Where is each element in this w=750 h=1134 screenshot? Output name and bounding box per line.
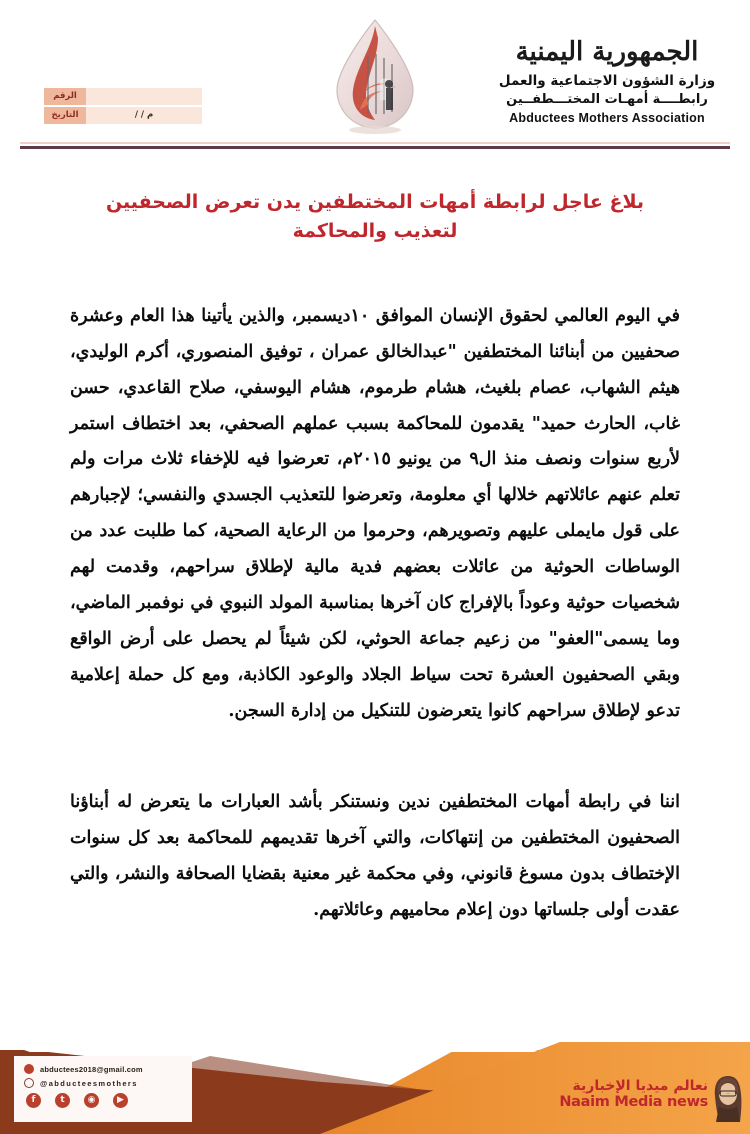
email-text[interactable]: abductees2018@gmail.com bbox=[40, 1064, 143, 1074]
news-logo-arabic: نعالم ميديا الإخبارية bbox=[572, 1078, 708, 1094]
reference-table bbox=[44, 86, 202, 126]
country-name: الجمهورية اليمنية bbox=[515, 37, 699, 67]
letterhead-header bbox=[0, 0, 750, 150]
news-channel-watermark bbox=[559, 1072, 748, 1128]
at-sign-icon bbox=[24, 1078, 34, 1088]
news-logo-text bbox=[559, 1078, 708, 1111]
organization-identity bbox=[482, 36, 732, 125]
twitter-icon[interactable]: t bbox=[55, 1093, 70, 1108]
handle-row bbox=[24, 1078, 182, 1088]
youtube-icon[interactable]: ▶ bbox=[113, 1093, 128, 1108]
reference-number-value bbox=[86, 88, 202, 105]
letterhead-footer bbox=[0, 1042, 750, 1134]
body-paragraph-1: في اليوم العالمي لحقوق الإنسان الموافق ١٠ديسمبر، والذين يأتينا هذا العام وعشرة صحفيين من أبنائنا المختطفين "عبدالخالق عمران ، توفيق المنصوري، أكرم الوليدي، هيثم الشهاب، عصام بلغيث، هشام طرموم، هشام اليوسفي، صلاح القاعدي، حسن غاب، الحارث حميد" يقدمون للمحاكمة بسبب عملهم الصحفي، بعد اختطاف استمر لأربع سنوات ونصف منذ ال٩ من يونيو ٢٠١٥م، تعرضوا فيه للإخفاء ثلاث مرات ولم تعلم عنهم عائلاتهم خلالها أي معلومة، وتعرضوا للتعذيب الجسدي والنفسي؛ لإجبارهم على قول مايملى عليهم وتصويرهم، وحرموا من الرعاية الصحية، كما طلبت عدد من الوساطات الحوثية من عائلات بعضهم فدية مالية لإطلاق سراحهم، وقدمت لهم شخصيات حوثية وعوداً بالإفراج كان آخرها بمناسبة المولد النبوي في نوفمبر الماضي، وما يسمى"العفو" من زعيم جماعة الحوثي، لكن شيئاً لم يحصل على أرض الواقع وبقي الصحفيون العشرة تحت سياط الجلاد والوعود الكاذبة، ومع كل حملة إعلامية تدعو لإطلاق سراحهم كانوا يتعرضون للتنكيل من إدارة السجن. bbox=[70, 305, 681, 721]
facebook-icon[interactable]: f bbox=[26, 1093, 41, 1108]
ministry-name: وزارة الشؤون الاجتماعية والعمل bbox=[498, 72, 716, 89]
header-divider-light bbox=[20, 142, 730, 144]
reference-date-value: م / / bbox=[86, 107, 202, 124]
association-name-ar: رابطــــة أمهـات المختـــطفــين bbox=[506, 92, 708, 108]
presenter-avatar bbox=[710, 1074, 746, 1122]
association-name-en: Abductees Mothers Association bbox=[509, 110, 705, 125]
table-row bbox=[44, 88, 202, 105]
news-logo-english: Naaim Media news bbox=[559, 1094, 708, 1111]
social-icons-row bbox=[24, 1093, 182, 1108]
reference-number-label: الرقم bbox=[44, 88, 86, 105]
header-divider-dark bbox=[20, 146, 730, 149]
teardrop-prison-logo bbox=[320, 14, 430, 136]
document-body bbox=[70, 299, 680, 929]
email-row bbox=[24, 1064, 182, 1074]
body-paragraph-2: اننا في رابطة أمهات المختطفين ندين ونستنكر بأشد العبارات ما يتعرض له أبناؤنا الصحفيون المختطفين من إنتهاكات، والتي آخرها تقديمهم للمحاكمة بعد كل سنوات الإختطاف بدون مسوغ قانوني، وفي محكمة غير معنية بقضايا الصحافة والنشر، والتي عقدت أولى جلساتها دون إعلام محاميهم وعائلاتهم. bbox=[70, 792, 680, 920]
handle-text[interactable]: @abducteesmothers bbox=[40, 1078, 138, 1088]
reference-date-label: التاريخ bbox=[44, 107, 86, 124]
email-icon bbox=[24, 1064, 34, 1074]
page-title: بلاغ عاجل لرابطة أمهات المختطفين يدن تعرض الصحفيين لتعذيب والمحاكمة bbox=[105, 191, 645, 243]
contact-card bbox=[14, 1056, 192, 1122]
instagram-icon[interactable]: ◉ bbox=[84, 1093, 99, 1108]
table-row bbox=[44, 107, 202, 124]
